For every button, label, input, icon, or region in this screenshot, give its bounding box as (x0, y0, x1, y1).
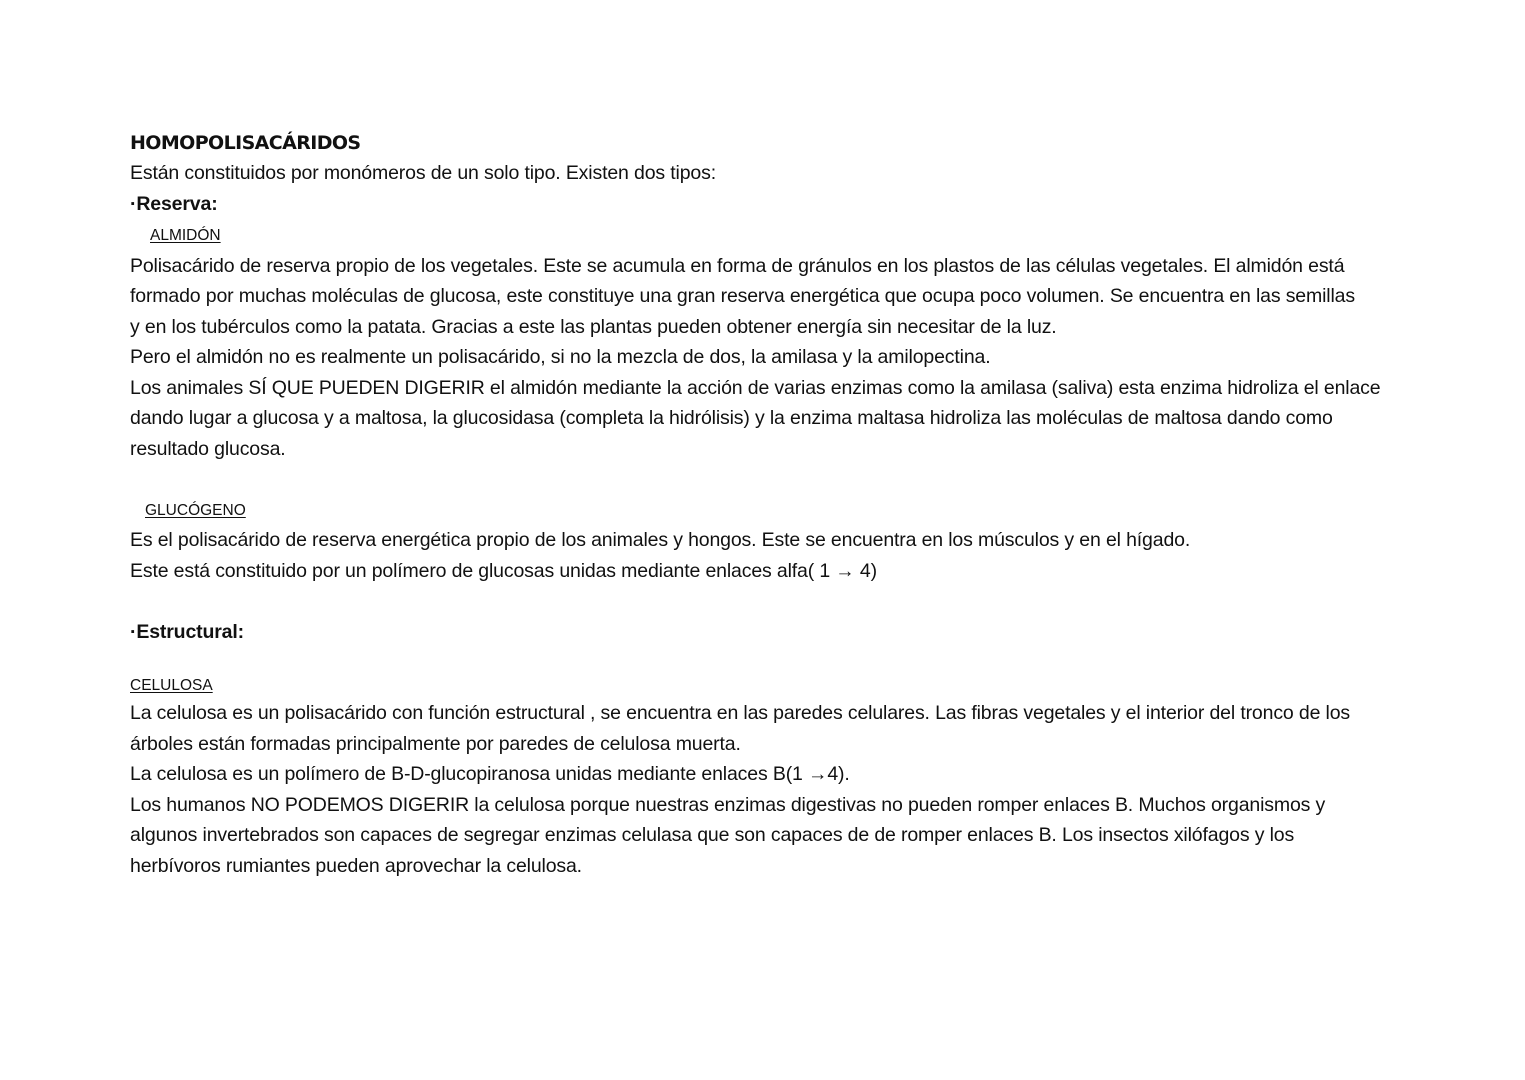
almidon-line: Los animales SÍ QUE PUEDEN DIGERIR el almidón mediante la acción de varias enzimas como la amilasa (saliva) esta enzima hidroliza el enlace (130, 377, 1381, 399)
intro-text: Están constituidos por monómeros de un solo tipo. Existen dos tipos: (130, 162, 716, 184)
almidon-line: resultado glucosa. (130, 438, 286, 460)
celulosa-line: La celulosa es un polímero de B-D-glucopiranosa unidas mediante enlaces B(1 →4). (130, 763, 850, 785)
glucogeno-line: Este está constituido por un polímero de glucosas unidas mediante enlaces alfa( 1 → 4) (130, 560, 877, 582)
celulosa-line: árboles están formadas principalmente por paredes de celulosa muerta. (130, 733, 741, 755)
reserva-heading: ·Reserva: (130, 193, 218, 215)
almidon-line: formado por muchas moléculas de glucosa, este constituye una gran reserva energética que ocupa poco volumen. Se encuentra en las semillas (130, 285, 1355, 307)
glucogeno-subheading: GLUCÓGENO (145, 502, 246, 519)
estructural-heading: ·Estructural: (130, 621, 244, 643)
celulosa-line: La celulosa es un polisacárido con función estructural , se encuentra en las paredes celulares. Las fibras vegetales y el interior del tronco de los (130, 702, 1351, 724)
celulosa-line: herbívoros rumiantes pueden aprovechar la celulosa. (130, 855, 582, 877)
almidon-line: dando lugar a glucosa y a maltosa, la glucosidasa (completa la hidrólisis) y la enzima maltasa hidroliza las moléculas de maltosa dando como (130, 407, 1333, 429)
celulosa-line: Los humanos NO PODEMOS DIGERIR la celulosa porque nuestras enzimas digestivas no pueden romper enlaces B. Muchos organismos y (130, 794, 1326, 816)
almidon-subheading: ALMIDÓN (150, 227, 221, 244)
celulosa-subheading: CELULOSA (130, 677, 213, 694)
glucogeno-line: Es el polisacárido de reserva energética propio de los animales y hongos. Este se encuentra en los músculos y en el hígado. (130, 529, 1191, 551)
almidon-line: Polisacárido de reserva propio de los vegetales. Este se acumula en forma de gránulos en los plastos de las células vegetales. El almidón está (130, 255, 1345, 277)
celulosa-line: algunos invertebrados son capaces de segregar enzimas celulasa que son capaces de de romper enlaces B. Los insectos xilófagos y los (130, 824, 1295, 846)
page-title: HOMOPOLISACÁRIDOS (130, 132, 361, 154)
almidon-line: Pero el almidón no es realmente un polisacárido, si no la mezcla de dos, la amilasa y la amilopectina. (130, 346, 991, 368)
almidon-line: y en los tubérculos como la patata. Gracias a este las plantas pueden obtener energía sin necesitar de la luz. (130, 316, 1057, 338)
